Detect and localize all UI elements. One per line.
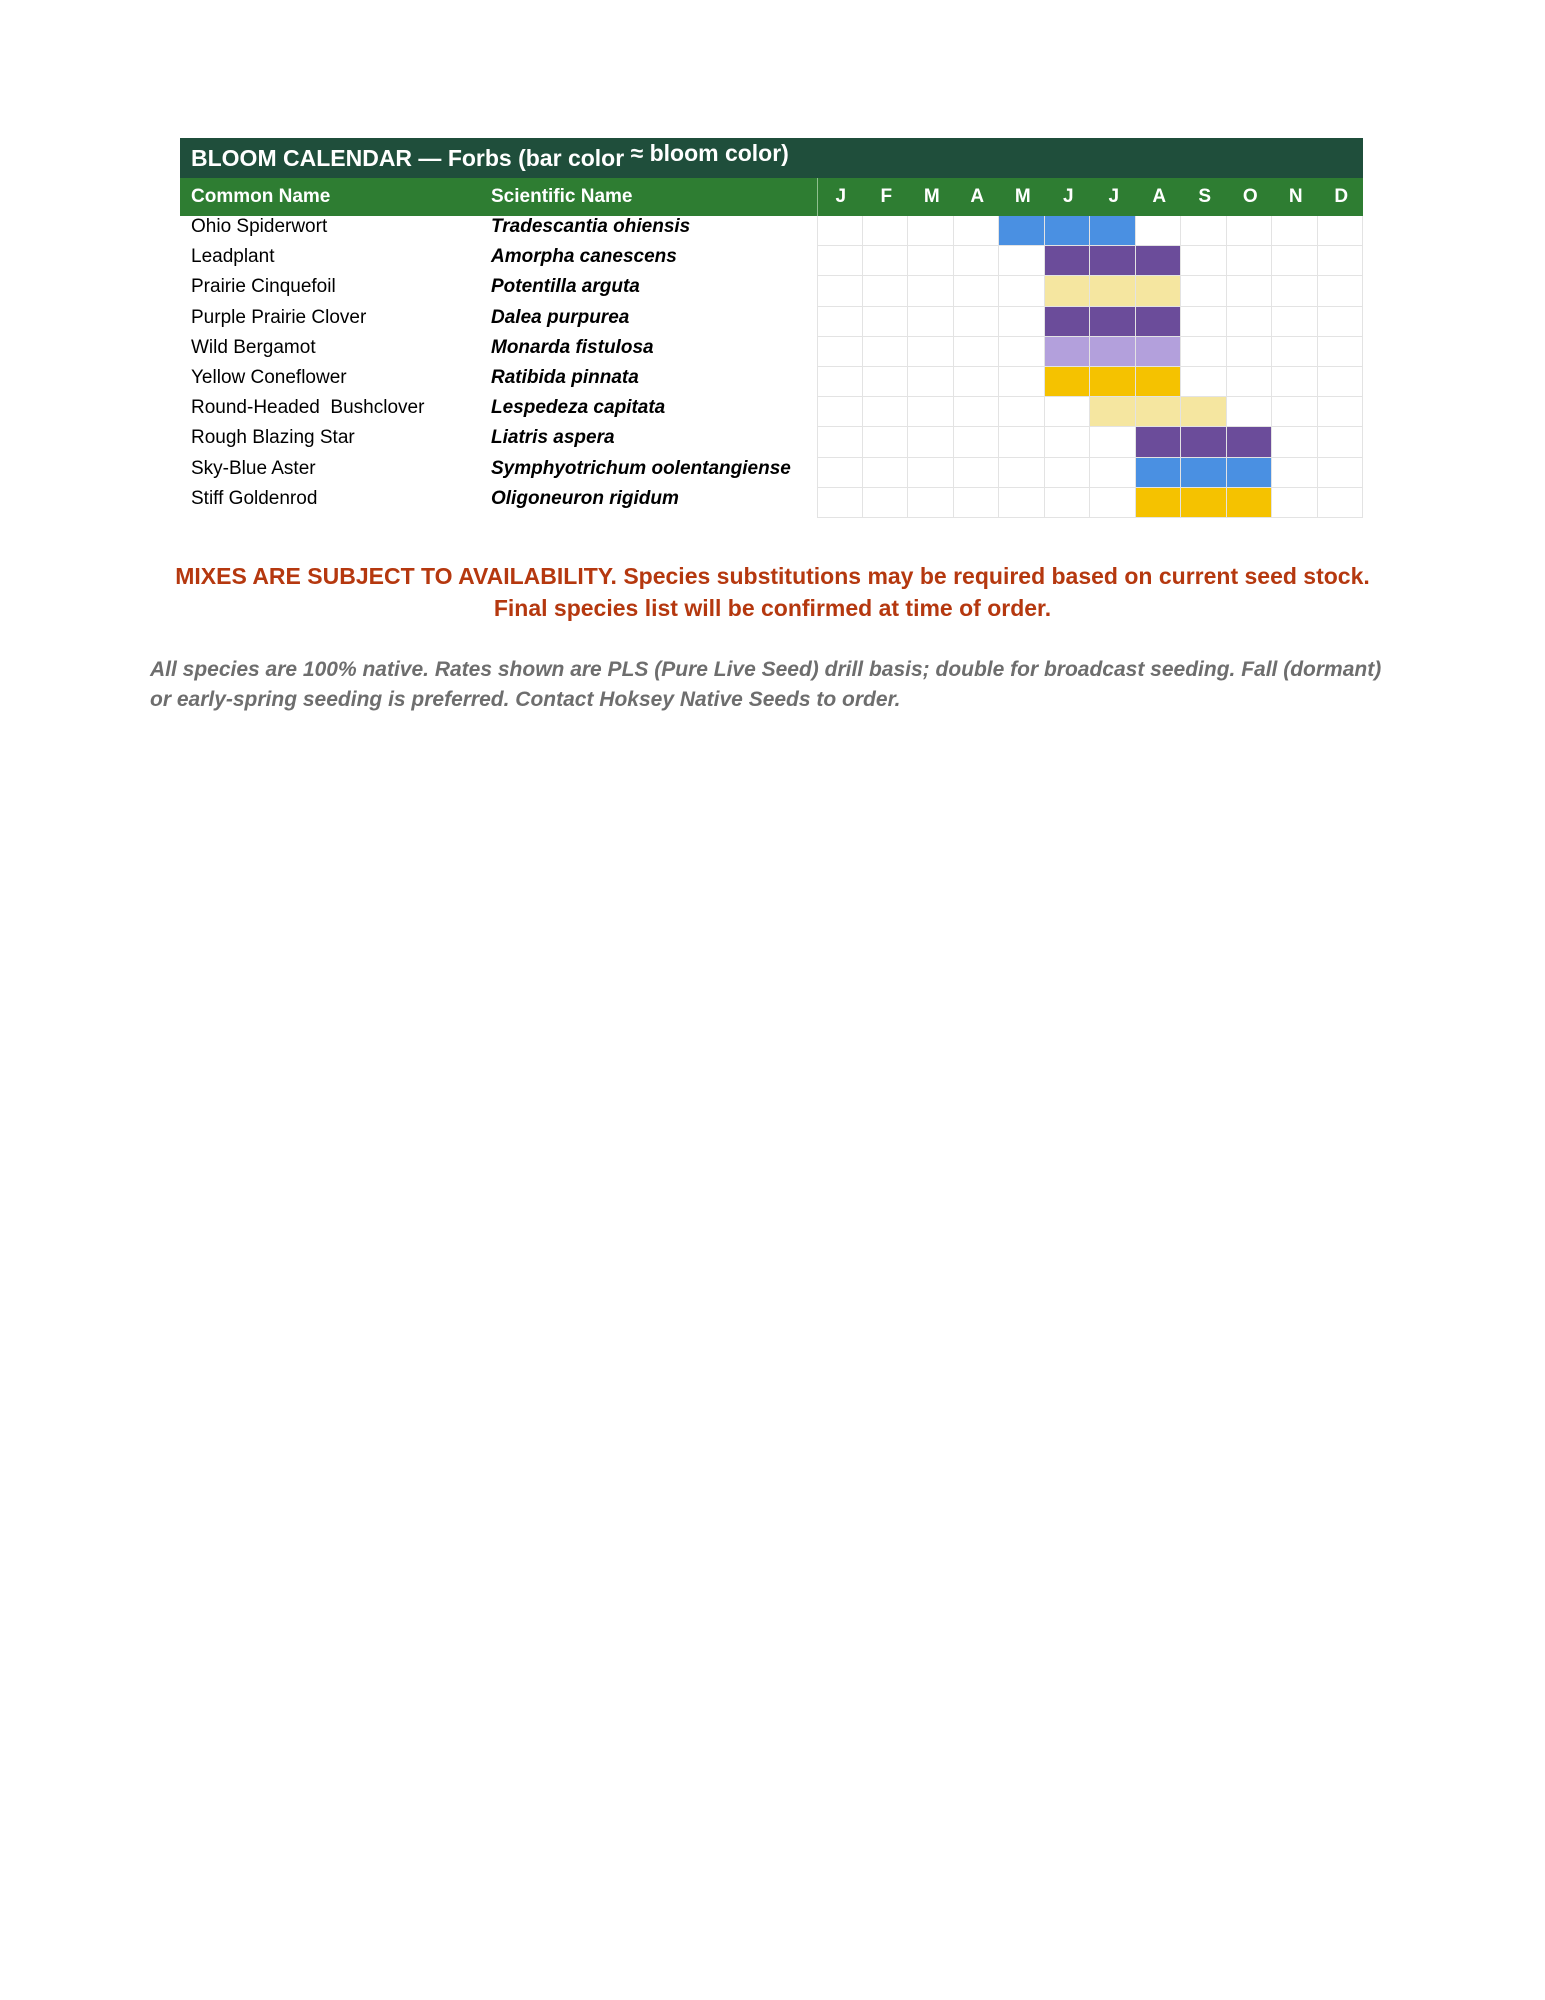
bloom-bar-row — [817, 488, 1363, 518]
empty-month-cell — [1090, 488, 1136, 518]
bloom-bar-row — [817, 337, 1363, 367]
empty-month-cell — [999, 276, 1045, 306]
empty-month-cell — [1318, 397, 1364, 427]
empty-month-cell — [1045, 458, 1091, 488]
scientific-name: Monarda fistulosa — [491, 336, 654, 358]
empty-month-cell — [1318, 307, 1364, 337]
empty-month-cell — [1045, 488, 1091, 518]
month-header: J — [1108, 186, 1120, 207]
empty-month-cell — [817, 488, 863, 518]
empty-month-cell — [1272, 216, 1318, 246]
empty-month-cell — [954, 367, 1000, 397]
empty-month-cell — [1090, 458, 1136, 488]
scientific-name: Liatris aspera — [491, 427, 615, 449]
bloom-cell — [1227, 427, 1273, 457]
empty-month-cell — [1136, 216, 1182, 246]
bloom-cell — [1090, 246, 1136, 276]
bloom-cell — [1136, 458, 1182, 488]
empty-month-cell — [1227, 276, 1273, 306]
empty-month-cell — [1090, 427, 1136, 457]
table-row — [180, 397, 1363, 427]
bloom-cell — [1045, 307, 1091, 337]
empty-month-cell — [954, 397, 1000, 427]
common-name: Leadplant — [191, 246, 275, 268]
bloom-cell — [1181, 397, 1227, 427]
table-row — [180, 216, 1363, 246]
empty-month-cell — [863, 367, 909, 397]
empty-month-cell — [908, 397, 954, 427]
empty-month-cell — [1227, 307, 1273, 337]
header-scientific-name: Scientific Name — [491, 186, 633, 207]
empty-month-cell — [1318, 367, 1364, 397]
month-header: A — [1152, 186, 1167, 207]
empty-month-cell — [1318, 246, 1364, 276]
calendar-title-approx: ≈ bloom color) — [630, 140, 789, 166]
common-name: Round-Headed Bushclover — [191, 397, 425, 419]
scientific-name: Ratibida pinnata — [491, 366, 639, 388]
empty-month-cell — [1227, 367, 1273, 397]
bloom-cell — [1045, 216, 1091, 246]
empty-month-cell — [908, 337, 954, 367]
empty-month-cell — [954, 458, 1000, 488]
empty-month-cell — [1181, 307, 1227, 337]
calendar-title-main: BLOOM CALENDAR — Forbs (bar color — [191, 145, 625, 171]
calendar-header-row — [180, 178, 1363, 216]
common-name: Sky-Blue Aster — [191, 457, 316, 479]
empty-month-cell — [999, 458, 1045, 488]
empty-month-cell — [1045, 427, 1091, 457]
empty-month-cell — [1272, 367, 1318, 397]
empty-month-cell — [1227, 216, 1273, 246]
calendar-title — [180, 138, 1363, 178]
empty-month-cell — [863, 488, 909, 518]
empty-month-cell — [1318, 337, 1364, 367]
empty-month-cell — [817, 397, 863, 427]
empty-month-cell — [954, 488, 1000, 518]
empty-month-cell — [908, 276, 954, 306]
common-name: Prairie Cinquefoil — [191, 276, 336, 298]
empty-month-cell — [1272, 488, 1318, 518]
bloom-cell — [1136, 307, 1182, 337]
bloom-bar-row — [817, 276, 1363, 306]
bloom-calendar — [180, 138, 1363, 518]
scientific-name: Lespedeza capitata — [491, 397, 666, 419]
empty-month-cell — [1181, 367, 1227, 397]
empty-month-cell — [1045, 397, 1091, 427]
empty-month-cell — [1318, 458, 1364, 488]
empty-month-cell — [1272, 307, 1318, 337]
empty-month-cell — [954, 246, 1000, 276]
bloom-cell — [1090, 307, 1136, 337]
bloom-cell — [1136, 397, 1182, 427]
bloom-cell — [1045, 367, 1091, 397]
empty-month-cell — [1318, 427, 1364, 457]
empty-month-cell — [863, 216, 909, 246]
bloom-cell — [1136, 337, 1182, 367]
calendar-rows — [180, 216, 1363, 518]
empty-month-cell — [908, 488, 954, 518]
bloom-cell — [1136, 246, 1182, 276]
empty-month-cell — [1272, 337, 1318, 367]
empty-month-cell — [908, 307, 954, 337]
table-row — [180, 276, 1363, 306]
empty-month-cell — [817, 216, 863, 246]
availability-notice: MIXES ARE SUBJECT TO AVAILABILITY. Species substitutions may be required based on current seed stock. Final species list will be confirmed at time of order. — [175, 563, 1370, 621]
bloom-cell — [1181, 488, 1227, 518]
bloom-cell — [1227, 458, 1273, 488]
common-name: Yellow Coneflower — [191, 366, 347, 388]
empty-month-cell — [999, 246, 1045, 276]
bloom-cell — [1227, 488, 1273, 518]
empty-month-cell — [817, 246, 863, 276]
scientific-name: Dalea purpurea — [491, 306, 630, 328]
empty-month-cell — [817, 367, 863, 397]
month-header: N — [1288, 186, 1303, 207]
table-row — [180, 458, 1363, 488]
common-name: Stiff Goldenrod — [191, 487, 318, 509]
empty-month-cell — [1227, 337, 1273, 367]
table-row — [180, 367, 1363, 397]
month-header: F — [880, 186, 893, 207]
empty-month-cell — [863, 307, 909, 337]
empty-month-cell — [817, 276, 863, 306]
bloom-bar-row — [817, 307, 1363, 337]
bloom-cell — [1181, 458, 1227, 488]
empty-month-cell — [1227, 397, 1273, 427]
empty-month-cell — [817, 337, 863, 367]
bloom-bar-row — [817, 458, 1363, 488]
scientific-name: Symphyotrichum oolentangiense — [491, 457, 791, 479]
month-header: J — [1062, 186, 1074, 207]
empty-month-cell — [954, 216, 1000, 246]
bloom-cell — [1181, 427, 1227, 457]
bloom-bar-row — [817, 397, 1363, 427]
month-header: A — [970, 186, 985, 207]
empty-month-cell — [999, 367, 1045, 397]
scientific-name: Oligoneuron rigidum — [491, 487, 679, 509]
common-name: Ohio Spiderwort — [191, 216, 328, 237]
empty-month-cell — [1272, 458, 1318, 488]
empty-month-cell — [954, 276, 1000, 306]
bloom-cell — [1090, 276, 1136, 306]
empty-month-cell — [1272, 246, 1318, 276]
common-name: Rough Blazing Star — [191, 427, 355, 449]
bloom-cell — [1090, 397, 1136, 427]
empty-month-cell — [863, 458, 909, 488]
bloom-cell — [1090, 367, 1136, 397]
empty-month-cell — [863, 276, 909, 306]
seeding-footnote: All species are 100% native. Rates shown are PLS (Pure Live Seed) drill basis; double for broadcast seeding. Fall (dormant) or early-spring seeding is preferred. Contact Hoksey Native Seeds to order. — [150, 658, 1382, 711]
empty-month-cell — [1181, 337, 1227, 367]
scientific-name: Potentilla arguta — [491, 276, 640, 298]
bloom-cell — [1045, 276, 1091, 306]
empty-month-cell — [908, 367, 954, 397]
scientific-name: Amorpha canescens — [491, 246, 677, 268]
bloom-cell — [1045, 246, 1091, 276]
empty-month-cell — [908, 427, 954, 457]
bloom-cell — [1136, 488, 1182, 518]
table-row — [180, 337, 1363, 367]
bloom-bar-row — [817, 367, 1363, 397]
empty-month-cell — [1181, 216, 1227, 246]
empty-month-cell — [1227, 246, 1273, 276]
scientific-name: Tradescantia ohiensis — [491, 216, 691, 237]
empty-month-cell — [908, 246, 954, 276]
bloom-bar-row — [817, 216, 1363, 246]
bloom-bar-row — [817, 427, 1363, 457]
empty-month-cell — [1181, 276, 1227, 306]
empty-month-cell — [863, 246, 909, 276]
month-header: O — [1242, 186, 1258, 207]
header-common-name: Common Name — [191, 186, 331, 207]
empty-month-cell — [908, 458, 954, 488]
common-name: Purple Prairie Clover — [191, 306, 367, 328]
common-name: Wild Bergamot — [191, 336, 316, 358]
empty-month-cell — [817, 307, 863, 337]
bloom-cell — [1136, 276, 1182, 306]
bloom-cell — [1045, 337, 1091, 367]
empty-month-cell — [1181, 246, 1227, 276]
empty-month-cell — [1272, 427, 1318, 457]
table-row — [180, 427, 1363, 457]
empty-month-cell — [954, 337, 1000, 367]
bloom-cell — [1090, 337, 1136, 367]
month-header: M — [923, 186, 940, 207]
empty-month-cell — [817, 458, 863, 488]
empty-month-cell — [999, 307, 1045, 337]
empty-month-cell — [999, 427, 1045, 457]
empty-month-cell — [1272, 397, 1318, 427]
empty-month-cell — [954, 427, 1000, 457]
empty-month-cell — [999, 337, 1045, 367]
empty-month-cell — [1318, 276, 1364, 306]
empty-month-cell — [999, 397, 1045, 427]
empty-month-cell — [1272, 276, 1318, 306]
bloom-cell — [1136, 427, 1182, 457]
bloom-cell — [1136, 367, 1182, 397]
empty-month-cell — [1318, 488, 1364, 518]
empty-month-cell — [954, 307, 1000, 337]
month-header: M — [1014, 186, 1031, 207]
month-header: D — [1334, 186, 1349, 207]
empty-month-cell — [1318, 216, 1364, 246]
empty-month-cell — [863, 397, 909, 427]
table-row — [180, 246, 1363, 276]
empty-month-cell — [863, 427, 909, 457]
table-row — [180, 488, 1363, 518]
month-header: J — [835, 186, 847, 207]
bloom-bar-row — [817, 246, 1363, 276]
bloom-cell — [999, 216, 1045, 246]
empty-month-cell — [999, 488, 1045, 518]
month-headers — [817, 178, 1363, 216]
empty-month-cell — [863, 337, 909, 367]
empty-month-cell — [908, 216, 954, 246]
bloom-cell — [1090, 216, 1136, 246]
table-row — [180, 307, 1363, 337]
empty-month-cell — [817, 427, 863, 457]
month-header: S — [1198, 186, 1212, 207]
